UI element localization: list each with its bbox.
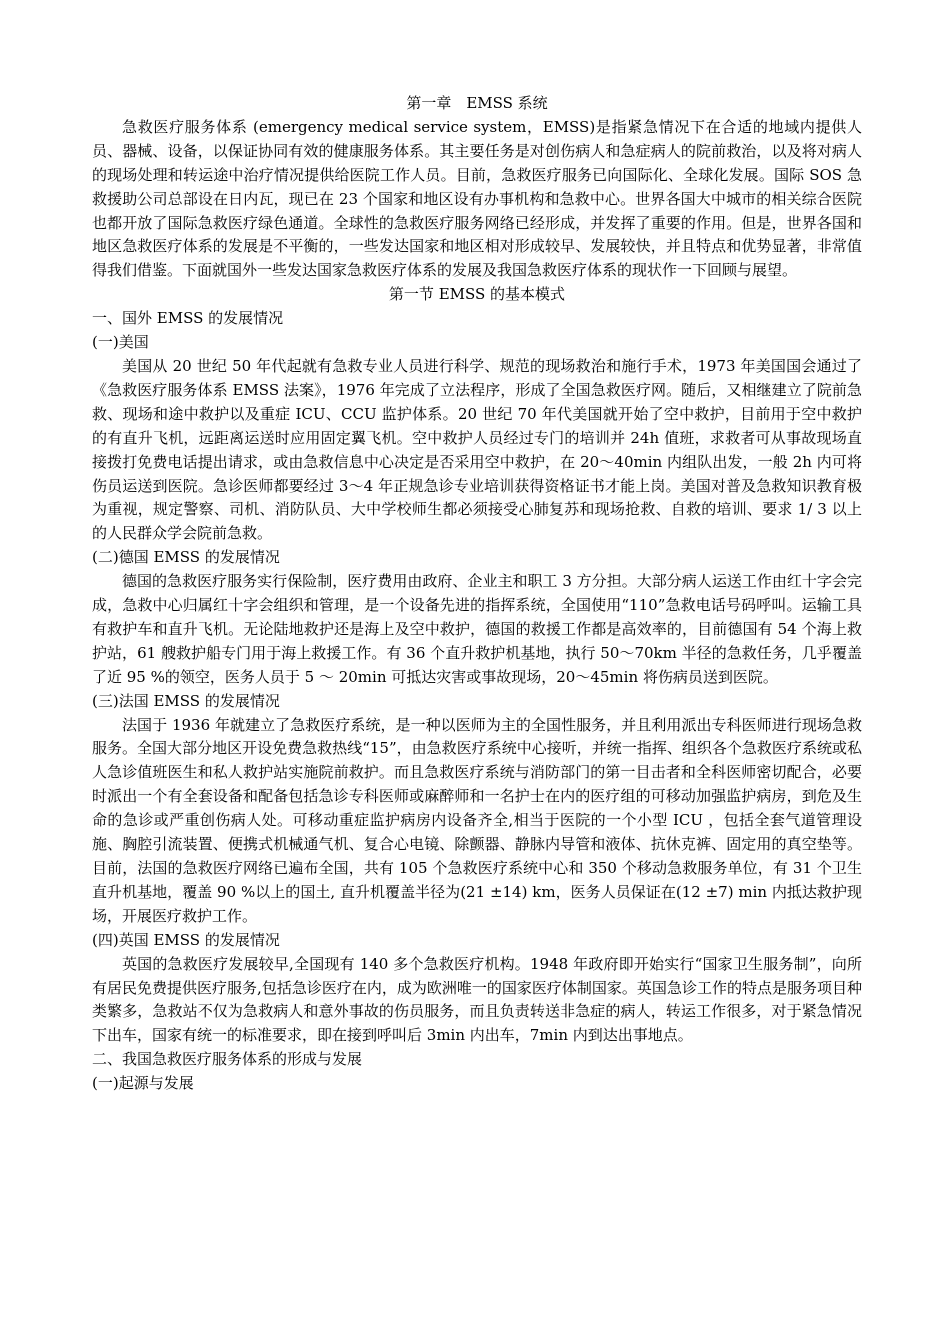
france-paragraph: 法国于 1936 年就建立了急救医疗系统，是一种以医师为主的全国性服务，并且利用派出专科医师进行现场急救服务。全国大部分地区开设免费急救热线“15”，由急救医疗系统中心接听，并统一指挥、组织各个急救医疗系统或私人急诊值班医生和私人救护站实施院前救护。而且急救医疗系统与消防部门的第一目击者和全科医师密切配合，必要时派出一个有全套设备和配备包括急诊专科医师或麻醉师和一名护士在内的医疗组的可移动加强监护病房，到危及生命的急诊或严重创伤病人处。可移动重症监护病房内设备齐全,相当于医院的一个小型 ICU ，包括全套气道管理设施、胸腔引流装置、便携式机械通气机、复合心电镜、除颤器、静脉内导管和液体、抗休克裤、固定用的真空垫等。目前，法国的急救医疗网络已遍布全国，共有 105 个急救医疗系统中心和 350 个移动急救服务单位，有 31 个卫生直升机基地，覆盖 90 %以上的国土, 直升机覆盖半径为(21 ±14) km，医务人员保证在(12 ±7) min 内抵达救护现场，开展医疗救护工作。	[92, 715, 862, 925]
intro-paragraph: 急救医疗服务体系 (emergency medical service system，EMSS)是指紧急情况下在合适的地域内提供人员、器械、设备，以保证协同有效的健康服务体系。其主要任务是对创伤病人和急症病人的院前救治，以及将对病人的现场处理和转运途中治疗情况提供给医院工作人员。目前，急救医疗服务已向国际化、全球化发展。国际 SOS 急救援助公司总部设在日内瓦，现已在 23 个国家和地区设有办事机构和急救中心。世界各国大中城市的相关综合医院也都开放了国际急救医疗绿色通道。全球性的急救医疗服务网络已经形成，并发挥了重要的作用。但是，世界各国和地区急救医疗体系的发展是不平衡的，一些发达国家和地区相对形成较早、发展较快，并且特点和优势显著，非常值得我们借鉴。下面就国外一些发达国家急救医疗体系的发展及我国急救医疗体系的现状作一下回顾与展望。	[92, 117, 862, 280]
document-page	[92, 92, 862, 1096]
uk-paragraph: 英国的急救医疗发展较早,全国现有 140 多个急救医疗机构。1948 年政府即开始实行“国家卫生服务制”，向所有居民免费提供医疗服务,包括急诊医疗在内，成为欧洲唯一的国家医疗体制国家。英国急诊工作的特点是服务项目种类繁多，急救站不仅为急救病人和意外事故的伤员服务，而且负责转送非急症的病人，转运工作很多，对于紧急情况下出车，国家有统一的标准要求，即在接到呼叫后 3min 内出车，7min 内到达出事地点。	[92, 954, 862, 1045]
france-heading: (三)法国 EMSS 的发展情况	[92, 691, 280, 710]
germany-paragraph: 德国的急救医疗服务实行保险制，医疗费用由政府、企业主和职工 3 方分担。大部分病人运送工作由红十字会完成，急救中心归属红十字会组织和管理，是一个设备先进的指挥系统，全国使用“110”急救电话号码呼叫。运输工具有救护车和直升飞机。无论陆地救护还是海上及空中救护，德国的救援工作都是高效率的，目前德国有 54 个海上救护站，61 艘救护船专门用于海上救援工作。有 36 个直升救护机基地，执行 50～70km 半径的急救任务，几乎覆盖了近 95 %的领空，医务人员于 5 ～ 20min 可抵达灾害或事故现场，20～45min 将伤病员送到医院。	[92, 572, 862, 686]
origin-heading: (一)起源与发展	[92, 1074, 194, 1093]
part1-heading: 一、国外 EMSS 的发展情况	[92, 309, 284, 328]
part2-heading: 二、我国急救医疗服务体系的形成与发展	[92, 1050, 363, 1069]
usa-heading: (一)美国	[92, 333, 149, 352]
germany-heading: (二)德国 EMSS 的发展情况	[92, 548, 280, 567]
section-title: 第一节 EMSS 的基本模式	[388, 285, 566, 304]
uk-heading: (四)英国 EMSS 的发展情况	[92, 930, 280, 949]
usa-paragraph: 美国从 20 世纪 50 年代起就有急救专业人员进行科学、规范的现场救治和施行手术，1973 年美国国会通过了《急救医疗服务体系 EMSS 法案》，1976 年完成了立法程序，形成了全国急救医疗网。随后，又相继建立了院前急救、现场和途中救护以及重症 ICU、CCU 监护体系。20 世纪 70 年代美国就开始了空中救护，目前用于空中救护的有直升飞机，远距离运送时应用固定翼飞机。空中救护人员经过专门的培训并 24h 值班，求救者可从事故现场直接拨打免费电话提出请求，或由急救信息中心决定是否采用空中救护，在 20～40min 内组队出发，一般 2h 内可将伤员运送到医院。急诊医师都要经过 3～4 年正规急诊专业培训获得资格证书才能上岗。美国对普及急救知识教育极为重视，规定警察、司机、消防队员、大中学校师生都必须接受心肺复苏和现场抢救、自救的培训、要求 1/ 3 以上的人民群众学会院前急救。	[92, 356, 862, 543]
chapter-title: 第一章 EMSS 系统	[406, 94, 548, 112]
